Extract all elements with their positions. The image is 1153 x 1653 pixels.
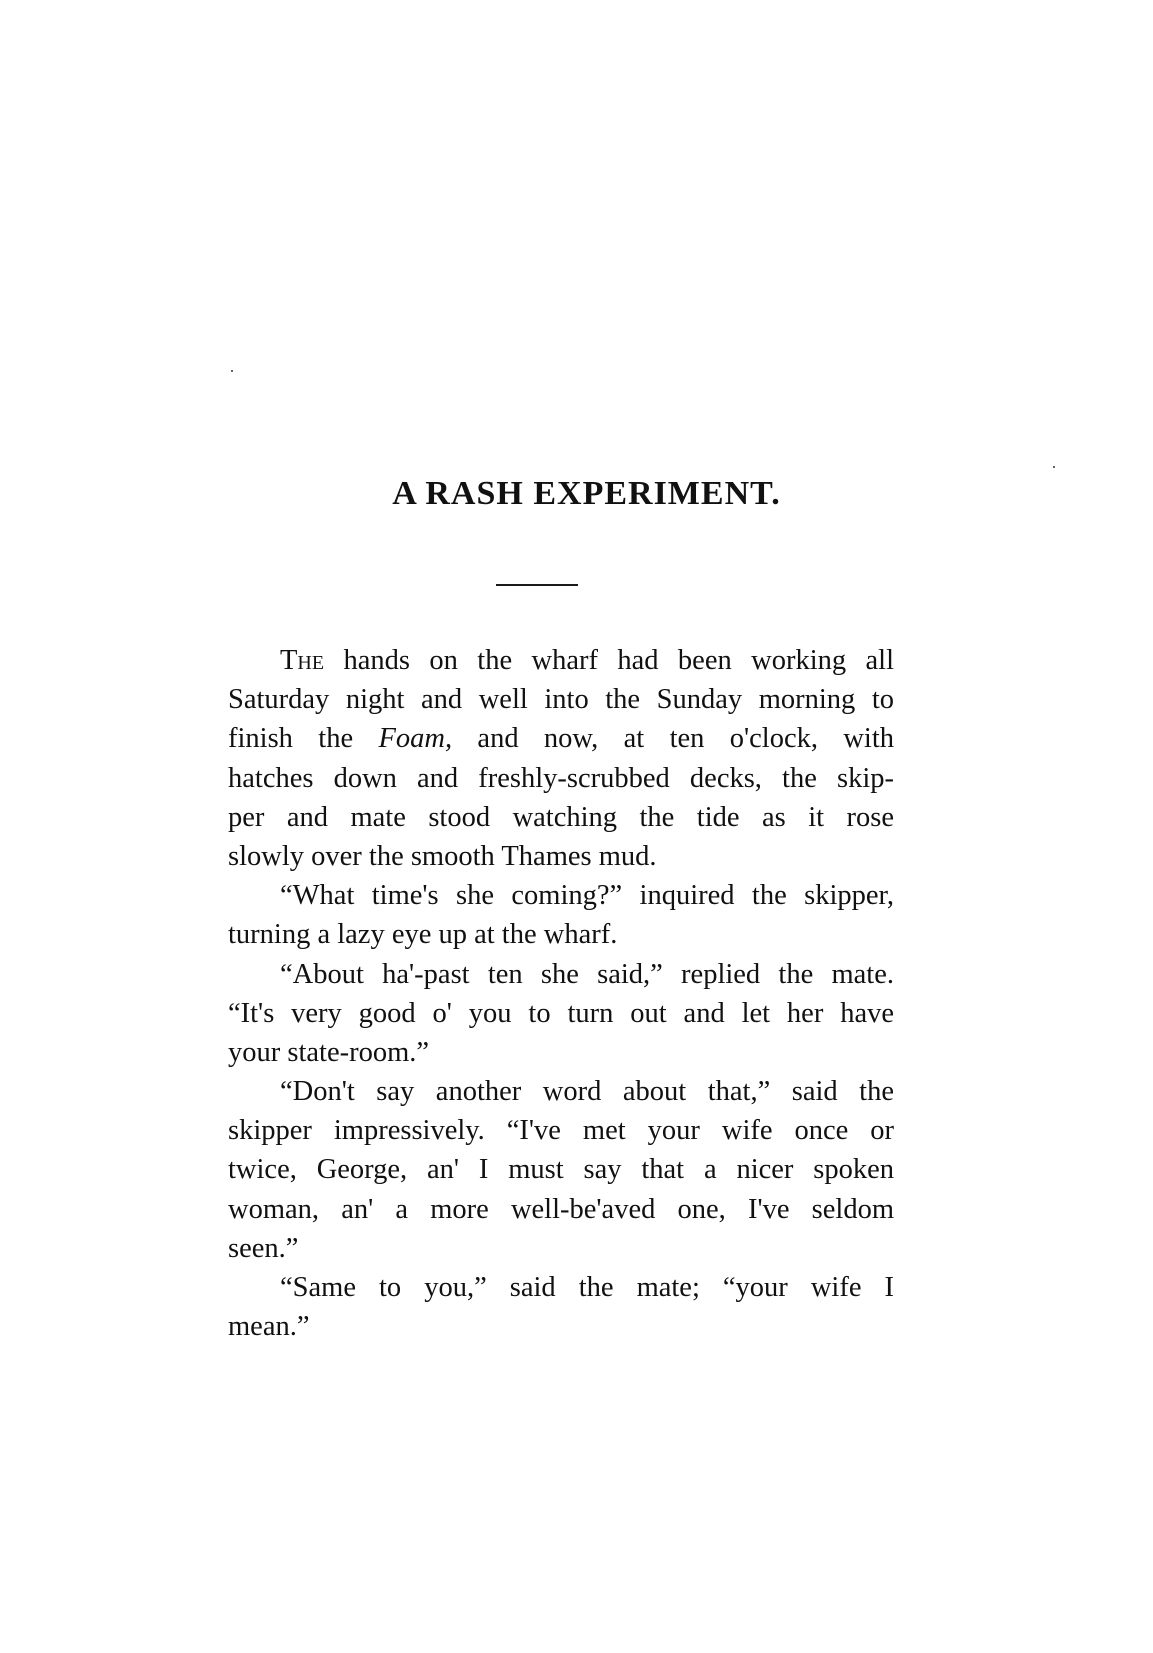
text-line: Saturday night and well into the Sunday morning to <box>228 684 894 716</box>
small-caps-opening: The <box>280 645 325 676</box>
text-line: “What time's she coming?” inquired the skipper, <box>280 880 894 912</box>
paragraph <box>176 1072 894 1268</box>
text-line: “It's very good o' you to turn out and let her have <box>228 997 894 1029</box>
paragraph <box>176 1268 894 1346</box>
paragraph <box>176 955 894 1073</box>
text-line: woman, an' a more well-be'aved one, I've seldom <box>228 1193 894 1225</box>
ship-name: Foam, <box>378 723 453 755</box>
text-line: per and mate stood watching the tide as it rose <box>228 801 894 833</box>
text-line: finish the Foam, and now, at ten o'clock, with <box>228 723 894 755</box>
text-line: your state-room.” <box>228 1036 430 1068</box>
text-line: seen.” <box>228 1232 299 1264</box>
text-line: hatches down and freshly-scrubbed decks, the skip- <box>228 762 894 794</box>
text-line: skipper impressively. “I've met your wife once or <box>228 1115 894 1147</box>
text-line: turning a lazy eye up at the wharf. <box>228 919 618 951</box>
text-line: mean.” <box>228 1311 310 1343</box>
text-line: twice, George, an' I must say that a nicer spoken <box>228 1154 894 1186</box>
text-line: “About ha'-past ten she said,” replied the mate. <box>280 958 894 990</box>
paragraph <box>176 876 894 954</box>
chapter-title: A RASH EXPERIMENT. <box>392 475 781 512</box>
print-speck <box>1053 466 1055 468</box>
body-text <box>176 641 894 1346</box>
text-line: The hands on the wharf had been working all <box>280 645 894 676</box>
text-line: “Same to you,” said the mate; “your wife I <box>280 1272 894 1303</box>
title-rule <box>496 584 578 586</box>
text-line: slowly over the smooth Thames mud. <box>228 840 657 872</box>
text-line: “Don't say another word about that,” said the <box>280 1076 894 1108</box>
print-speck <box>231 370 233 372</box>
paragraph <box>176 641 894 876</box>
